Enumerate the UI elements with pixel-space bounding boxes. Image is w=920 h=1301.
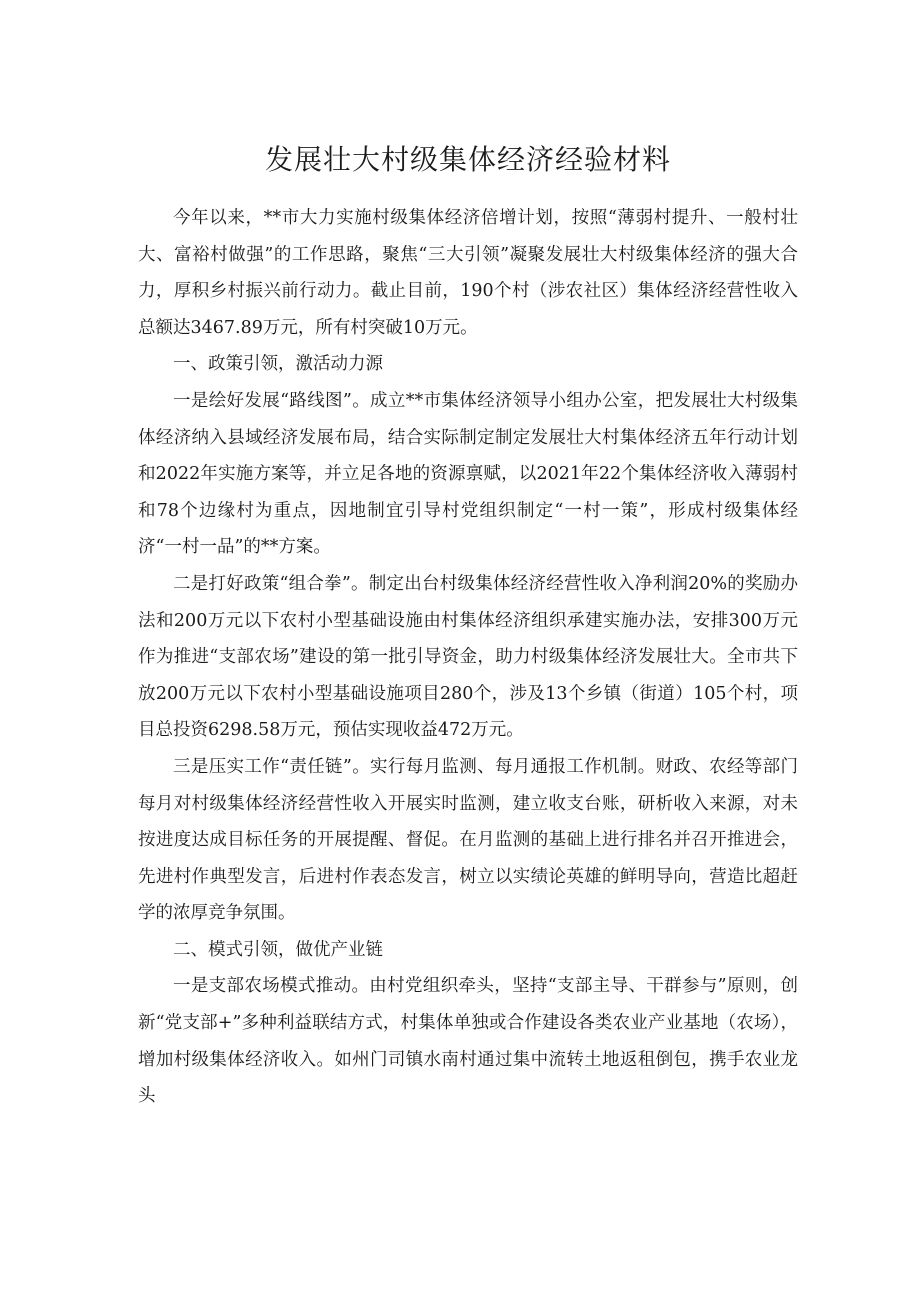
paragraph-branch-farm: 一是支部农场模式推动。由村党组织牵头，坚持“支部主导、干群参与”原则，创新“党支部+”多种利益联结方式，村集体单独或合作建设各类农业产业基地（农场），增加村级集体经济收入。如州门司镇水南村通过集中流转土地返租倒包，携手农业龙头 — [138, 976, 798, 1107]
document-title: 发展壮大村级集体经济经验材料 — [264, 143, 671, 176]
section-heading-model: 二、模式引领，做优产业链 — [173, 939, 383, 960]
paragraph-roadmap: 一是绘好发展“路线图”。成立**市集体经济领导小组办公室，把发展壮大村级集体经济纳入县域经济发展布局，结合实际制定制定发展壮大村集体经济五年行动计划和2022年实施方案等，并立足各地的资源禀赋，以2021年22个集体经济收入薄弱村和78个边缘村为重点，因地制宜引导村党组织制定“一村一策”，形成村级集体经济“一村一品”的**方案。 — [138, 390, 798, 558]
intro-paragraph: 今年以来，**市大力实施村级集体经济倍增计划，按照“薄弱村提升、一般村壮大、富裕村做强”的工作思路，聚焦“三大引领”凝聚发展壮大村级集体经济的强大合力，厚积乡村振兴前行动力。截止目前，190个村（涉农社区）集体经济经营性收入总额达3467.89万元，所有村突破10万元。 — [138, 208, 798, 338]
paragraph-responsibility: 三是压实工作“责任链”。实行每月监测、每月通报工作机制。财政、农经等部门每月对村级集体经济经营性收入开展实时监测，建立收支台账，研析收入来源，对未按进度达成目标任务的开展提醒、督促。在月监测的基础上进行排名并召开推进会，先进村作典型发言，后进村作表态发言，树立以实绩论英雄的鲜明导向，营造比超赶学的浓厚竞争氛围。 — [138, 756, 798, 924]
section-heading-policy: 一、政策引领，激活动力源 — [173, 354, 383, 375]
document-page — [138, 140, 798, 1115]
paragraph-policy-combo: 二是打好政策“组合拳”。制定出台村级集体经济经营性收入净利润20%的奖励办法和200万元以下农村小型基础设施由村集体经济组织承建实施办法，安排300万元作为推进“支部农场”建设的第一批引导资金，助力村级集体经济发展壮大。全市共下放200万元以下农村小型基础设施项目280个，涉及13个乡镇（街道）105个村，项目总投资6298.58万元，预估实现收益472万元。 — [138, 573, 798, 741]
